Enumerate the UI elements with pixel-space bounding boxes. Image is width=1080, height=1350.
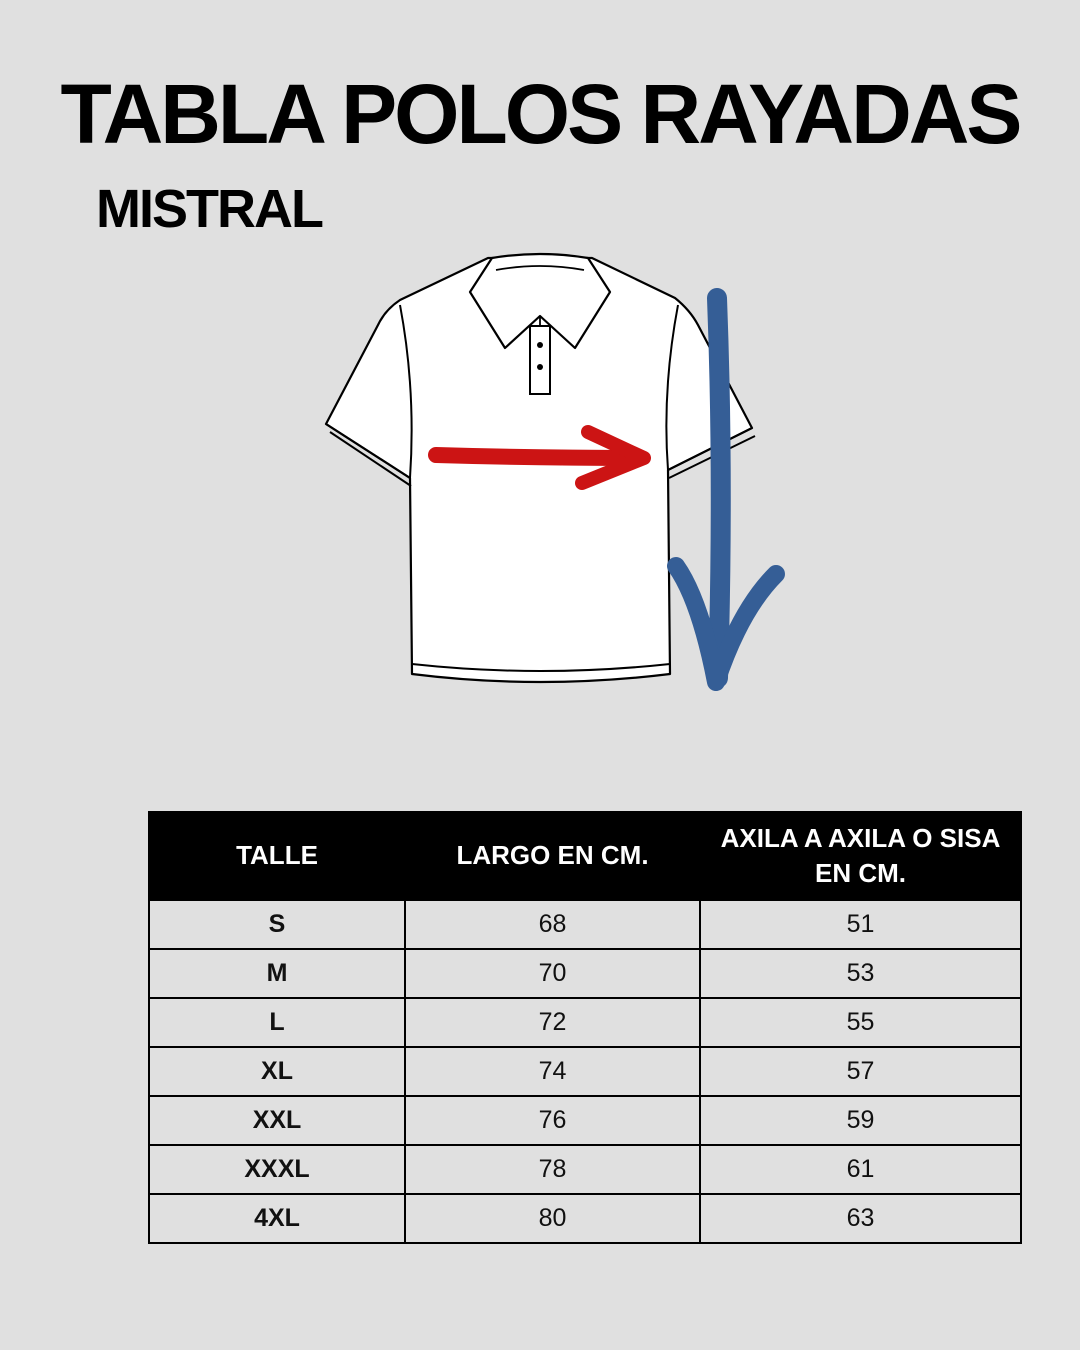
size-cell: XXXL	[149, 1145, 405, 1194]
axila-cell: 57	[700, 1047, 1021, 1096]
header-largo: LARGO EN CM.	[405, 812, 700, 900]
size-cell: XXL	[149, 1096, 405, 1145]
table-row	[149, 998, 1021, 1047]
largo-cell: 76	[405, 1096, 700, 1145]
size-cell: L	[149, 998, 405, 1047]
header-talle: TALLE	[149, 812, 405, 900]
axila-cell: 59	[700, 1096, 1021, 1145]
largo-cell: 72	[405, 998, 700, 1047]
largo-cell: 78	[405, 1145, 700, 1194]
table-row	[149, 1047, 1021, 1096]
largo-cell: 80	[405, 1194, 700, 1243]
size-cell: XL	[149, 1047, 405, 1096]
axila-cell: 61	[700, 1145, 1021, 1194]
largo-cell: 74	[405, 1047, 700, 1096]
table-row	[149, 1194, 1021, 1243]
page-title: TABLA POLOS RAYADAS	[60, 67, 1020, 161]
axila-cell: 63	[700, 1194, 1021, 1243]
table-row	[149, 949, 1021, 998]
largo-cell: 68	[405, 900, 700, 949]
polo-shirt-icon	[318, 248, 798, 698]
size-table	[148, 811, 1022, 1244]
table-row	[149, 1096, 1021, 1145]
table-header-row	[149, 812, 1021, 900]
header-axila: AXILA A AXILA O SISA EN CM.	[700, 812, 1021, 900]
table-row	[149, 1145, 1021, 1194]
axila-cell: 53	[700, 949, 1021, 998]
size-cell: M	[149, 949, 405, 998]
axila-cell: 51	[700, 900, 1021, 949]
size-cell: S	[149, 900, 405, 949]
axila-cell: 55	[700, 998, 1021, 1047]
largo-cell: 70	[405, 949, 700, 998]
size-cell: 4XL	[149, 1194, 405, 1243]
table-row	[149, 900, 1021, 949]
brand-subtitle: MISTRAL	[96, 179, 322, 239]
